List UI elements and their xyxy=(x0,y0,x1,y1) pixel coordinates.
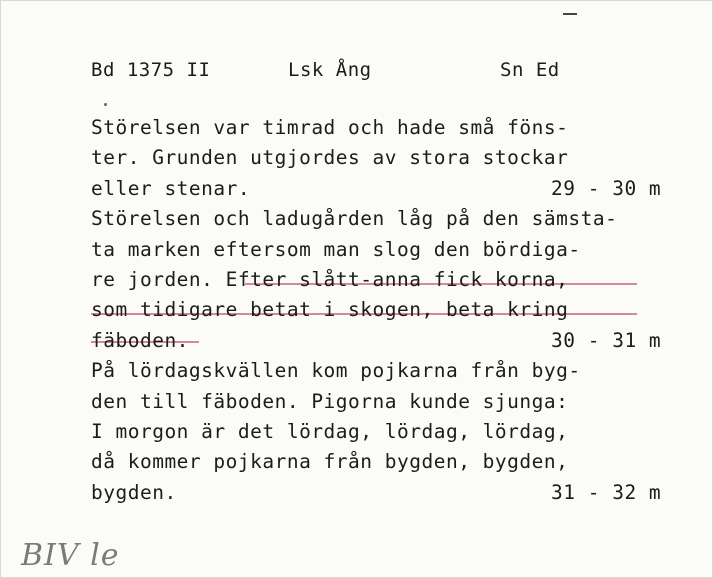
text-line: Störelsen var timrad och hade små föns- xyxy=(91,116,569,139)
text-line: ta marken eftersom man slog den bördiga- xyxy=(91,237,581,261)
page-reference: 29 - 30 m xyxy=(551,176,662,200)
ink-dot xyxy=(104,103,107,106)
text-line: ter. Grunden utgjordes av stora stockar xyxy=(91,146,569,170)
card-body xyxy=(91,113,691,508)
card-reference: Bd 1375 II xyxy=(91,59,211,81)
text-line: fäboden. 30 - 31 m xyxy=(91,326,691,356)
text-line: Störelsen och ladugården låg på den sämsta- xyxy=(91,207,618,231)
text-line: På lördagskvällen kom pojkarna från byg- xyxy=(91,359,581,383)
card-location: Lsk Ång xyxy=(288,59,372,81)
handwritten-note: BIV le xyxy=(21,538,120,573)
text-line: som tidigare betat i skogen, beta kring xyxy=(91,298,569,322)
text-line: bygden. 31 - 32 m xyxy=(91,478,691,508)
text-line: I morgon är det lördag, lördag, lördag, xyxy=(91,419,569,443)
text-line: re jorden. Efter slått-anna fick korna, xyxy=(91,267,569,291)
text-line: den till fäboden. Pigorna kunde sjunga: xyxy=(91,389,569,413)
page-reference: 31 - 32 m xyxy=(551,480,662,504)
text-line: eller stenar. 29 - 30 m xyxy=(91,174,691,204)
card-parish: Sn Ed xyxy=(500,59,560,81)
page-reference: 30 - 31 m xyxy=(551,328,662,352)
text-line: då kommer pojkarna från bygden, bygden, xyxy=(91,450,569,474)
ink-mark xyxy=(563,13,577,15)
